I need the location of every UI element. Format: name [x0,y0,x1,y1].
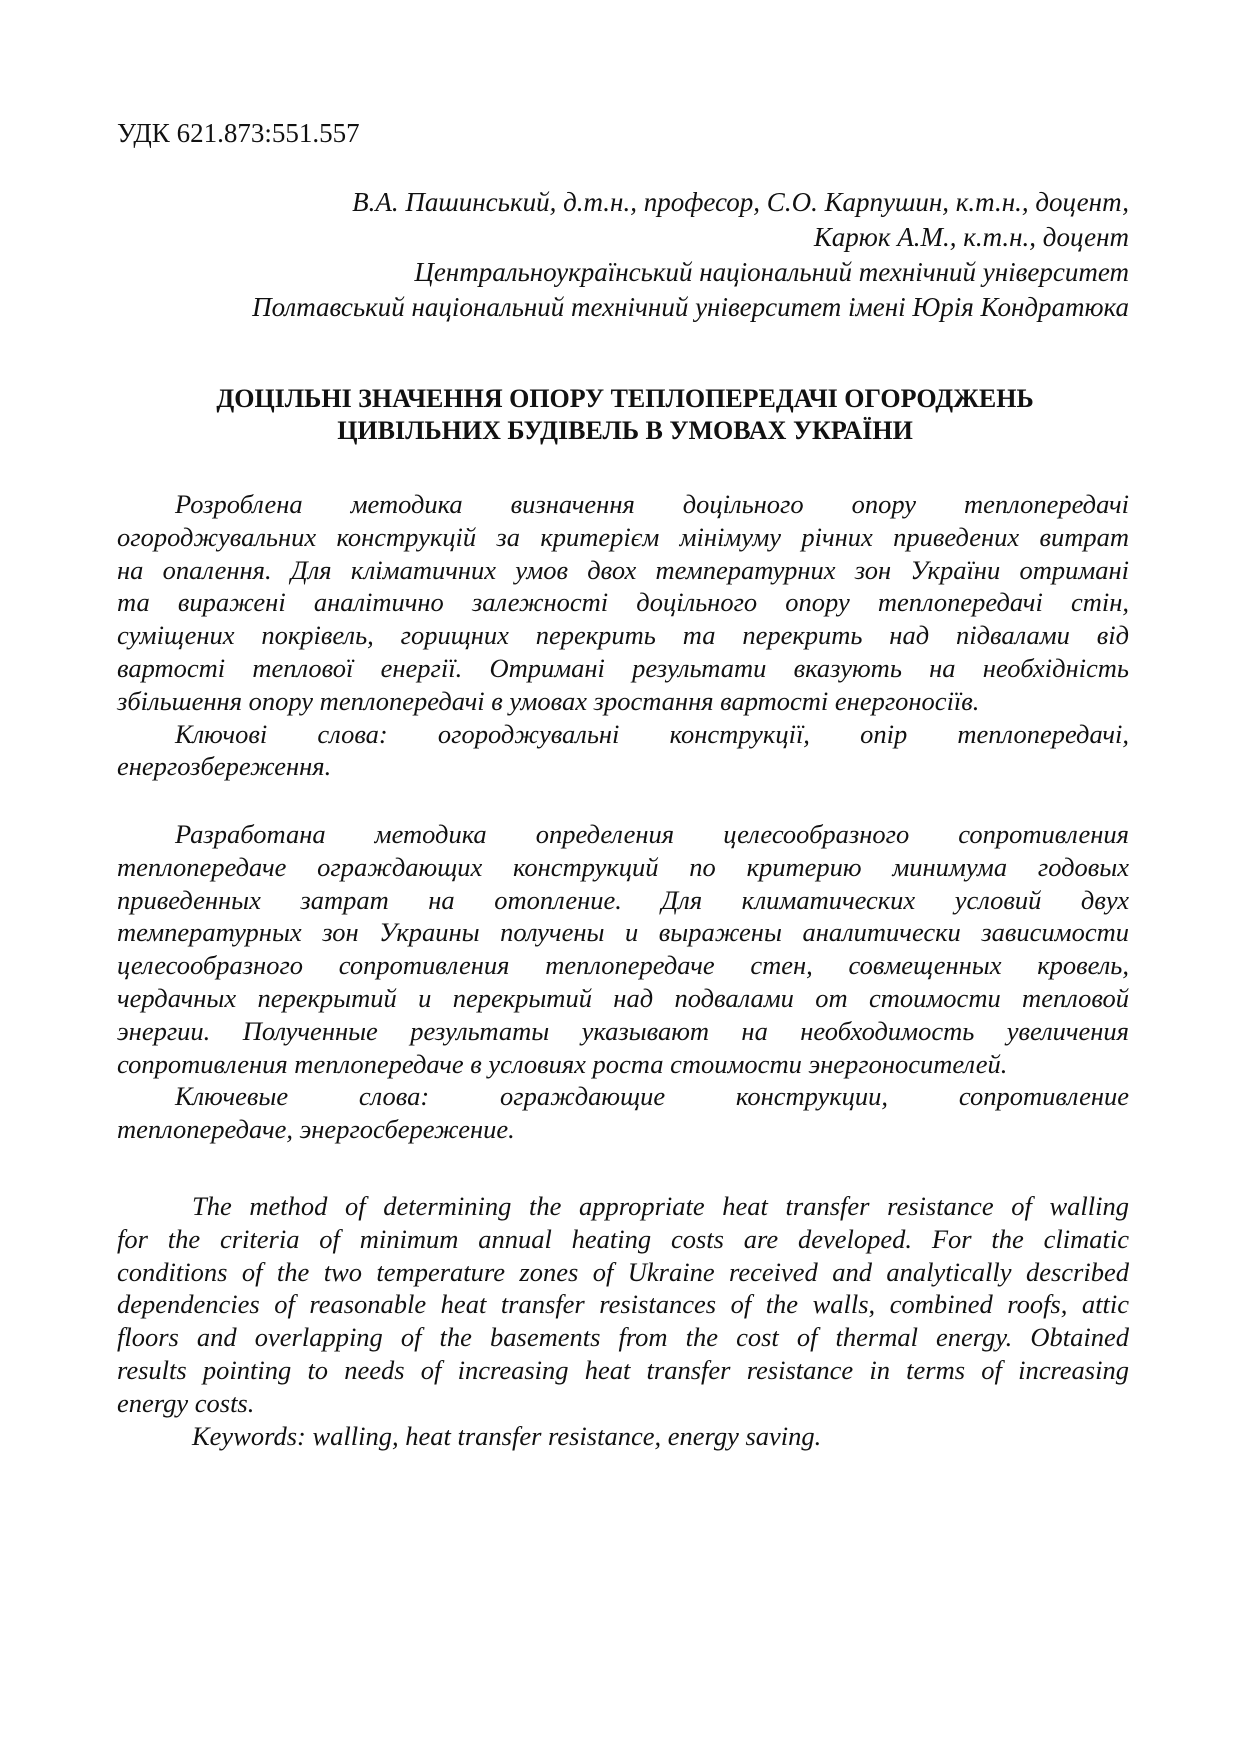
keywords-line: теплопередаче, энергосбережение. [117,1114,515,1145]
udc-code: УДК 621.873:551.557 [117,118,360,148]
abstract-ukrainian [117,488,1129,783]
abstract-line: чердачных перекрытий и перекрытий над подвалами от стоимости тепловой [117,982,1129,1013]
abstract-line: Розроблена методика визначення доцільного опору теплопередачі [175,489,1129,519]
abstract-line: огороджувальних конструкцій за критерієм мінімуму річних приведених витрат [117,521,1129,552]
abstract-line: conditions of the two temperature zones of Ukraine received and analytically described [117,1256,1129,1287]
keywords-line: Ключевые слова: ограждающие конструкции, сопротивление [175,1081,1129,1112]
abstract-line: та виражені аналітично залежності доцільного опору теплопередачі стін, [117,587,1129,618]
paper-title [120,383,1130,447]
abstract-line: dependencies of reasonable heat transfer resistances of the walls, combined roofs, attic [117,1289,1129,1320]
authors-line: Карюк А.М., к.т.н., доцент [813,222,1129,252]
abstract-line: сопротивления теплопередаче в условиях роста стоимости энергоносителей. [117,1048,1008,1079]
title-line: ДОЦІЛЬНІ ЗНАЧЕННЯ ОПОРУ ТЕПЛОПЕРЕДАЧІ ОГОРОДЖЕНЬ [216,384,1034,413]
keywords-line: енергозбереження. [117,751,332,782]
abstract-line: energy costs. [117,1387,255,1418]
keywords-line: Keywords: walling, heat transfer resistance, energy saving. [192,1420,822,1451]
abstract-line: for the criteria of minimum annual heating costs are developed. For the climatic [117,1223,1129,1254]
abstract-line: floors and overlapping of the basements from the cost of thermal energy. Obtained [117,1322,1129,1353]
title-line: ЦИВІЛЬНИХ БУДІВЕЛЬ В УМОВАХ УКРАЇНИ [337,416,913,445]
affiliation-line: Полтавський національний технічний університет імені Юрія Кондратюка [252,292,1129,322]
abstract-line: results pointing to needs of increasing heat transfer resistance in terms of increasing [117,1354,1129,1385]
authors-line: В.А. Пашинський, д.т.н., професор, С.О. Карпушин, к.т.н., доцент, [352,187,1129,217]
abstract-line: Разработана методика определения целесообразного сопротивления [175,819,1129,849]
keywords-line: Ключові слова: огороджувальні конструкції, опір теплопередачі, [175,718,1129,749]
abstract-line: The method of determining the appropriate heat transfer resistance of walling [192,1191,1129,1221]
abstract-line: суміщених покрівель, горищних перекрить та перекрить над підвалами від [117,620,1129,651]
abstract-line: на опалення. Для кліматичних умов двох температурних зон України отримані [117,554,1129,585]
affiliation-line: Центральноукраїнський національний технічний університет [414,257,1129,287]
abstract-line: температурных зон Украины получены и выражены аналитически зависимости [117,917,1129,948]
abstract-line: энергии. Полученные результаты указывают на необходимость увеличения [117,1015,1129,1046]
abstract-line: теплопередаче ограждающих конструкций по критерию минимума годовых [117,851,1129,882]
abstract-line: збільшення опору теплопередачі в умовах зростання вартості енергоносіїв. [117,685,980,716]
abstract-line: целесообразного сопротивления теплопередаче стен, совмещенных кровель, [117,950,1129,981]
authors-block [129,185,1129,325]
abstract-russian [117,818,1129,1146]
abstract-line: приведенных затрат на отопление. Для климатических условий двух [117,884,1129,915]
abstract-line: вартості теплової енергії. Отримані результати вказують на необхідність [117,652,1129,683]
abstract-english [117,1190,1129,1452]
